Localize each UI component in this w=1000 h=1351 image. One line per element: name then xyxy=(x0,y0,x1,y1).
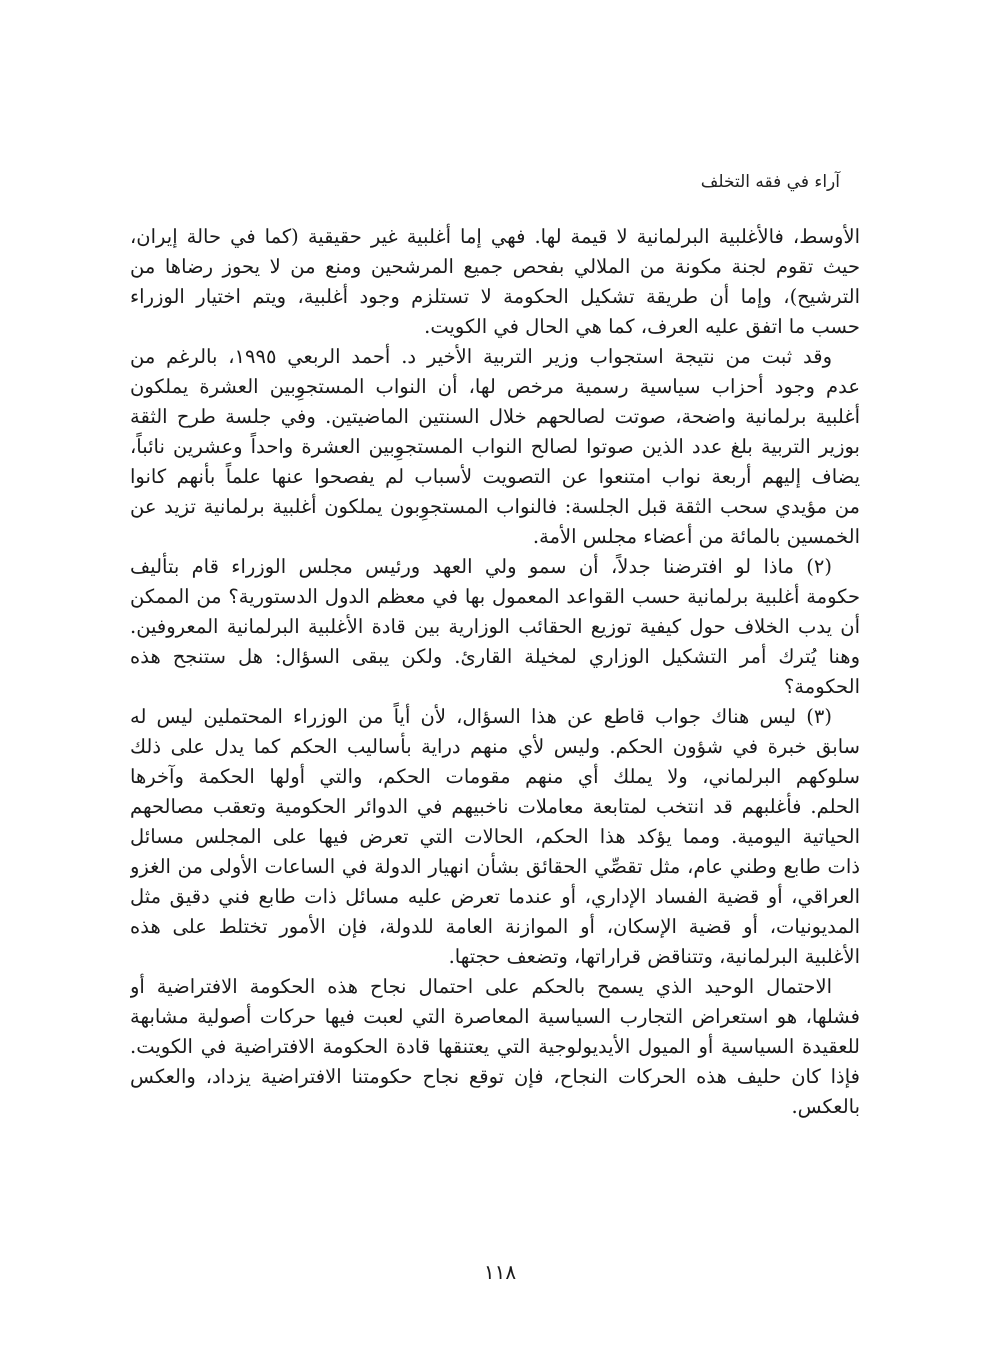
text-line: سلوكهم البرلماني، ولا يملك أي منهم مقومات الحكم، والتي أولها الحكمة وآخرها xyxy=(130,765,860,788)
text-line: للعقيدة السياسية أو الميول الأيديولوجية التي يعتنقها قادة الحكومة الافتراضية في الكويت. xyxy=(130,1035,860,1058)
text-line: الاحتمال الوحيد الذي يسمح بالحكم على احتمال نجاح هذه الحكومة الافتراضية أو xyxy=(130,975,832,998)
text-line: بالعكس. xyxy=(791,1095,860,1118)
text-line: وهنا يُترك أمر التشكيل الوزاري لمخيلة القارئ. ولكن يبقى السؤال: هل ستنجح هذه xyxy=(130,645,860,668)
text-line: يضاف إليهم أربعة نواب امتنعوا عن التصويت لأسباب لم يفصحوا عنها علماً بأنهم كانوا xyxy=(130,465,860,488)
text-line: فإذا كان حليف هذه الحركات النجاح، فإن توقع نجاح حكومتنا الافتراضية يزداد، والعكس xyxy=(130,1065,860,1088)
text-line: الترشيح)، وإما أن طريقة تشكيل الحكومة لا تستلزم وجود أغلبية، ويتم اختيار الوزراء xyxy=(130,285,860,308)
paragraph-1 xyxy=(130,222,860,342)
text-line: الأغلبية البرلمانية، وتتناقض قراراتها، وتضعف حجتها. xyxy=(448,945,860,968)
paragraph-4 xyxy=(130,702,860,972)
text-line: الأوسط، فالأغلبية البرلمانية لا قيمة لها. فهي إما أغلبية غير حقيقية (كما في حالة إيران، xyxy=(130,225,860,248)
text-line: الحياتية اليومية. ومما يؤكد هذا الحكم، الحالات التي تعرض فيها على المجلس مسائل xyxy=(130,825,860,848)
text-line: الحكومة؟ xyxy=(783,675,860,698)
text-line: حسب ما اتفق عليه العرف، كما هي الحال في الكويت. xyxy=(424,315,860,338)
text-line: العراقي، أو قضية الفساد الإداري، أو عندما تعرض عليه مسائل ذات طابع فني دقيق مثل xyxy=(130,885,860,908)
text-line: فشلها، هو استعراض التجارب السياسية المعاصرة التي لعبت فيها حركات أصولية مشابهة xyxy=(130,1005,860,1028)
text-line: الحلم. فأغلبهم قد انتخب لمتابعة معاملات ناخبيهم في الدوائر الحكومية وتعقب مصالحهم xyxy=(130,795,860,818)
text-line: المديونيات، أو قضية الإسكان، أو الموازنة العامة للدولة، فإن الأمور تختلط على هذه xyxy=(130,915,860,938)
text-line: عدم وجود أحزاب سياسية رسمية مرخص لها، أن النواب المستجوِبين العشرة يملكون xyxy=(130,375,860,398)
body-text xyxy=(130,222,860,1122)
paragraph-2 xyxy=(130,342,860,552)
text-line: سابق خبرة في شؤون الحكم. وليس لأي منهم دراية بأساليب الحكم كما يدل على ذلك xyxy=(130,735,860,758)
text-line: من مؤيدي سحب الثقة قبل الجلسة: فالنواب المستجوِبون يملكون أغلبية برلمانية تزيد عن xyxy=(130,495,860,518)
text-line: ذات طابع وطني عام، مثل تقصِّي الحقائق بشأن انهيار الدولة في الساعات الأولى من الغزو xyxy=(130,855,860,878)
text-line: الخمسين بالمائة من أعضاء مجلس الأمة. xyxy=(532,525,860,548)
text-line: (٣) ليس هناك جواب قاطع عن هذا السؤال، لأن أياً من الوزراء المحتملين ليس له xyxy=(130,705,832,728)
text-line: أن يدب الخلاف حول كيفية توزيع الحقائب الوزارية بين قادة الأغلبية البرلمانية المعروفين. xyxy=(130,615,860,638)
text-line: بوزير التربية بلغ عدد الذين صوتوا لصالح النواب المستجوِبين العشرة واحداً وعشرين نائباً، xyxy=(130,435,860,458)
page-number: ١١٨ xyxy=(483,1260,517,1284)
paragraph-5 xyxy=(130,972,860,1122)
text-line: وقد ثبت من نتيجة استجواب وزير التربية الأخير د. أحمد الربعي ١٩٩٥، بالرغم من xyxy=(130,345,832,368)
text-line: حكومة أغلبية برلمانية حسب القواعد المعمول بها في معظم الدول الدستورية؟ من الممكن xyxy=(130,585,860,608)
text-line: حيث تقوم لجنة مكونة من الملالي بفحص جميع المرشحين ومنع من لا يحوز رضاها من xyxy=(130,255,860,278)
paragraph-3 xyxy=(130,552,860,702)
running-head: آراء في فقه التخلف xyxy=(700,172,840,192)
text-line: (٢) ماذا لو افترضنا جدلاً، أن سمو ولي العهد ورئيس مجلس الوزراء قام بتأليف xyxy=(130,555,832,578)
text-line: أغلبية برلمانية واضحة، صوتت لصالحهم خلال السنتين الماضيتين. وفي جلسة طرح الثقة xyxy=(130,405,860,428)
